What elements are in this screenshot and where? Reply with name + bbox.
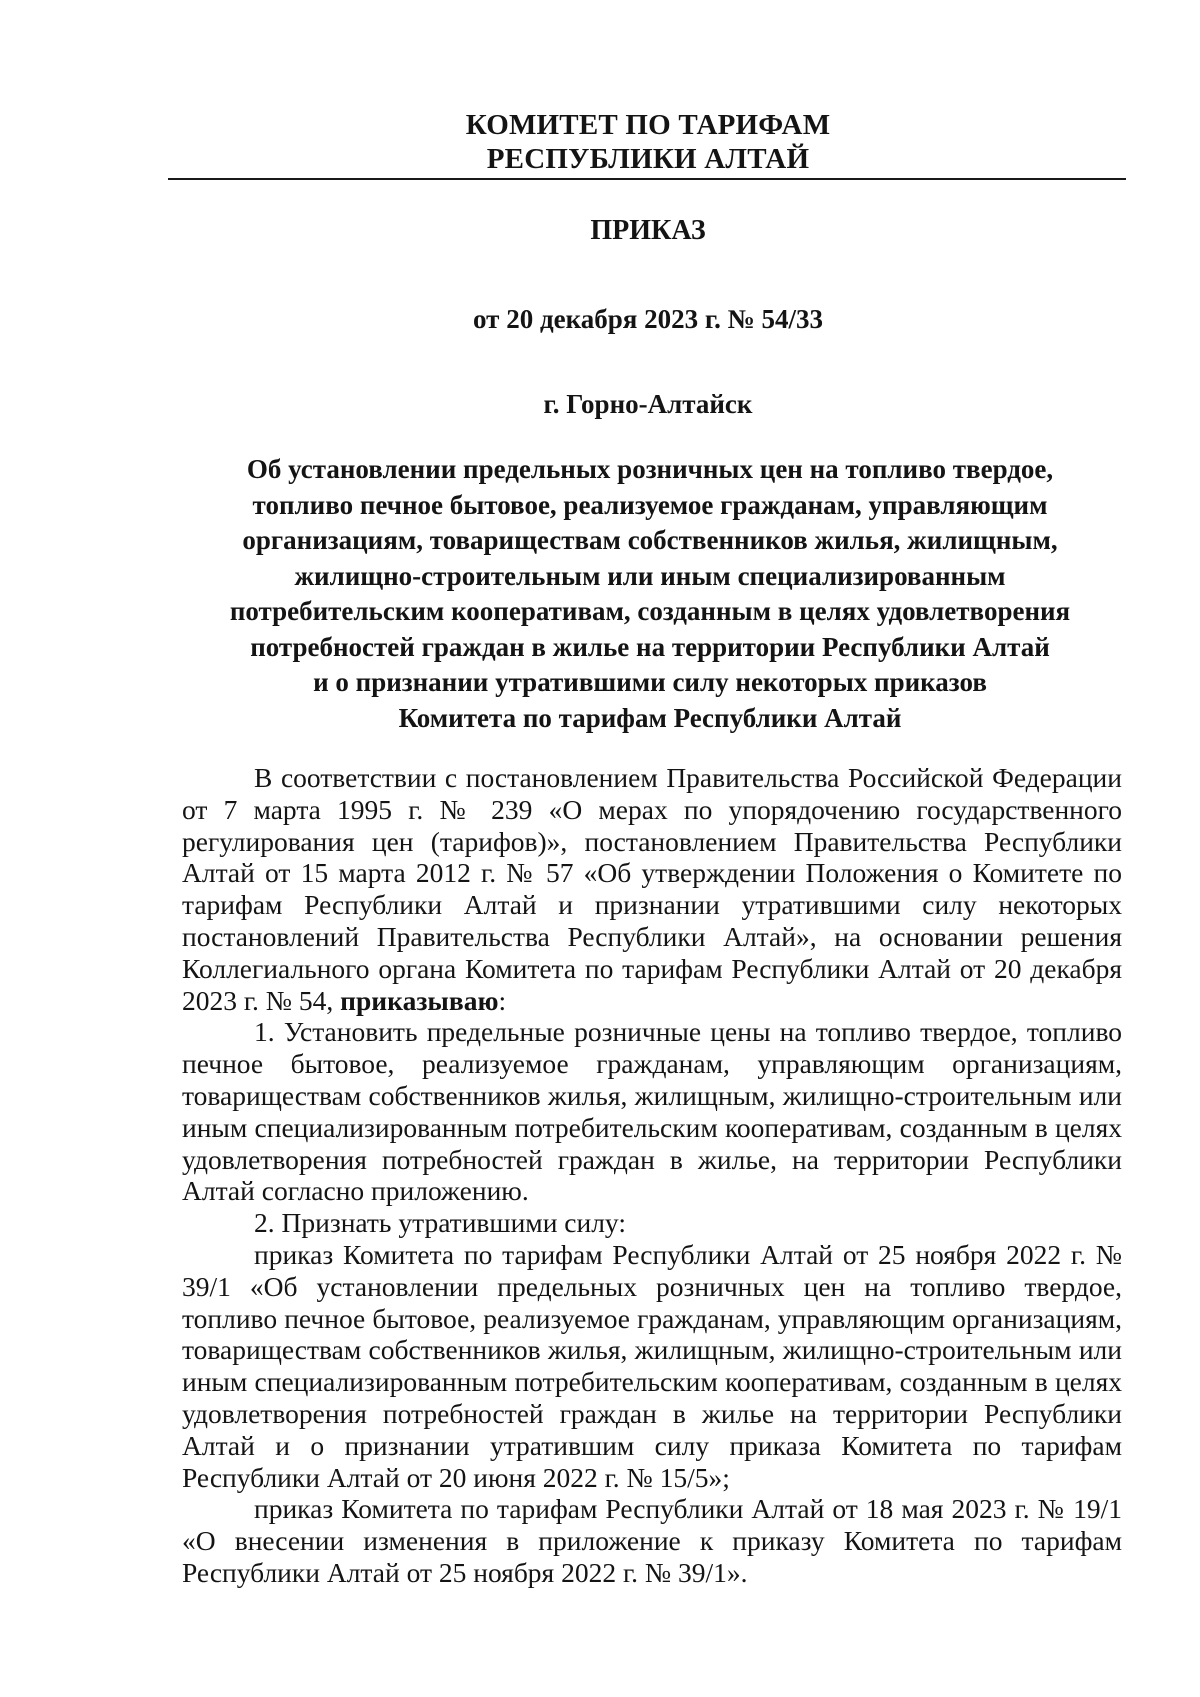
- preamble-order-word: приказываю: [340, 984, 499, 1016]
- title-line: и о признании утратившими силу некоторых приказов: [313, 667, 987, 697]
- header-divider: [168, 178, 1126, 180]
- preamble-colon: :: [498, 984, 507, 1016]
- title-line: организациям, товариществам собственников жилья, жилищным,: [242, 525, 1058, 555]
- item-2-paragraph: 2. Признать утратившими силу:: [254, 1207, 626, 1239]
- document-body: [182, 762, 1122, 1589]
- document-title: [190, 452, 1110, 736]
- item-2-sub-1-paragraph: приказ Комитета по тарифам Республики Алтай от 25 ноября 2022 г. № 39/1 «Об установлении предельных розничных цен на топливо твердое, топливо печное бытовое, реализуемое гражданам, управляющим организациям, товариществам собственников жилья, жилищным, жилищно-строительным или иным специализированным потребительским кооперативам, созданным в целях удовлетворения потребностей граждан в жилье на территории Республики Алтай и о признании утратившим силу приказа Комитета по тарифам Республики Алтай от 20 июня 2022 г. № 15/5»;: [182, 1238, 1122, 1493]
- item-2-sub-2-paragraph: приказ Комитета по тарифам Республики Алтай от 18 мая 2023 г. № 19/1 «О внесении изменения в приложение к приказу Комитета по тарифам Республики Алтай от 25 ноября 2022 г. № 39/1».: [182, 1493, 1122, 1588]
- title-line: жилищно-строительным или иным специализированным: [294, 560, 1006, 591]
- title-line: топливо печное бытовое, реализуемое гражданам, управляющим: [252, 489, 1048, 520]
- preamble-text: В соответствии с постановлением Правительства Российской Федерации от 7 марта 1995 г. № 239 «О мерах по упорядочению государственного регулирования цен (тарифов)», постановлением Правительства Республики Алтай от 15 марта 2012 г. № 57 «Об утверждении Положения о Комитете по тарифам Республики Алтай и признании утратившими силу некоторых постановлений Правительства Республики Алтай», на основании решения Коллегиального органа Комитета по тарифам Республики Алтай от 20 декабря 2023 г. № 54,: [182, 762, 1122, 1016]
- organization-name: [168, 108, 1128, 176]
- document-city: г. Горно-Алтайск: [543, 389, 753, 419]
- title-line: потребностей граждан в жилье на территории Республики Алтай: [250, 631, 1050, 662]
- document-type: ПРИКАЗ: [590, 215, 706, 246]
- title-line: Комитета по тарифам Республики Алтай: [398, 702, 902, 733]
- organization-line-2: РЕСПУБЛИКИ АЛТАЙ: [486, 143, 810, 175]
- title-line: потребительским кооперативам, созданным в целях удовлетворения: [229, 596, 1071, 626]
- preamble-paragraph: [182, 762, 1122, 1016]
- document-date-number: от 20 декабря 2023 г. № 54/33: [473, 304, 823, 334]
- title-line: Об установлении предельных розничных цен на топливо твердое,: [246, 454, 1054, 484]
- item-1-paragraph: 1. Установить предельные розничные цены на топливо твердое, топливо печное бытовое, реализуемое гражданам, управляющим организациям, товариществам собственников жилья, жилищным, жилищно-строительным или иным специализированным потребительским кооперативам, созданным в целях удовлетворения потребностей граждан в жилье, на территории Республики Алтай согласно приложению.: [182, 1016, 1122, 1207]
- organization-line-1: КОМИТЕТ ПО ТАРИФАМ: [465, 109, 831, 141]
